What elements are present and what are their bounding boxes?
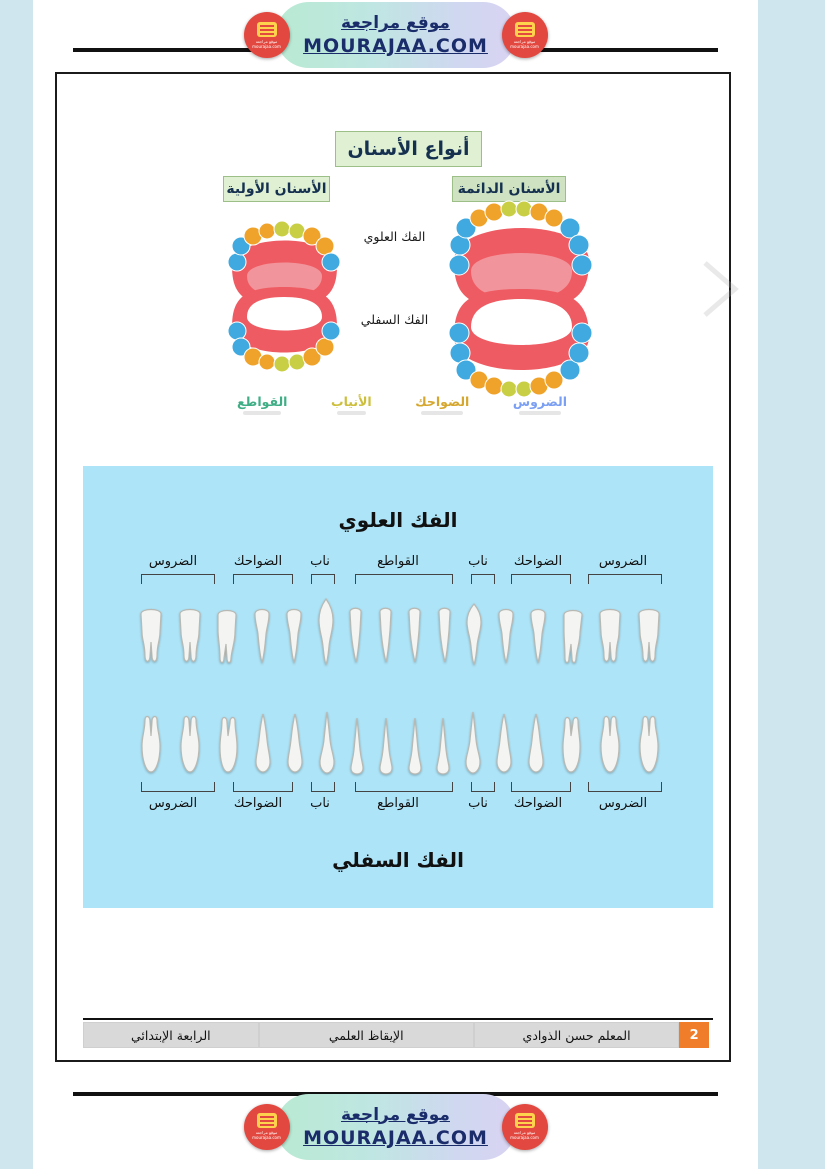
watermark-url: MOURAJAA.COM [303,35,488,57]
lower-bracket-6 [141,782,215,792]
tooth-premolar [285,712,306,776]
footer-teacher: المعلم حسن الذوادي [474,1022,679,1048]
upper-bracket-2 [471,574,495,584]
worksheet [55,72,731,1062]
tooth-premolar [253,712,274,776]
upper-group-label-4: ناب [310,554,330,569]
lower-bracket-4 [311,782,335,792]
chart-upper-title: الفك العلوي [338,508,458,532]
lower-group-label-4: ناب [310,796,330,811]
watermark-badge-right: موقع مراجعة mourajaa.com [244,12,290,58]
upper-teeth-row [135,588,665,666]
tooth-canine [464,600,484,666]
tooth-canine [317,710,337,776]
book-icon [257,1113,277,1128]
tooth-molar [596,606,624,666]
legend-item-molars: الضروس [512,394,567,409]
tooth-canine [316,596,336,666]
watermark-title-ar: موقع مراجعة [341,13,450,33]
teeth-type-legend [237,394,567,409]
tooth-incisor [376,604,395,666]
tooth-molar [635,606,663,666]
permanent-teeth-title: الأسنان الدائمة [452,176,566,202]
upper-bracket-1 [511,574,571,584]
lower-bracket-2 [471,782,495,792]
lower-group-label-3: القواطع [377,796,419,811]
upper-bracket-3 [355,574,453,584]
page-footer [83,1022,713,1048]
tooth-molar [635,714,663,776]
lower-group-label-1: الضواحك [513,796,563,811]
tooth-incisor [405,604,424,666]
lower-group-label-6: الضروس [148,796,198,811]
bottom-watermark-banner [33,1084,758,1169]
tooth-molar [137,606,165,666]
legend-item-premolars: الضواحك [415,394,470,409]
book-icon [515,22,535,37]
legend-item-canines: الأنياب [331,394,372,409]
upper-bracket-5 [233,574,293,584]
watermark-url: MOURAJAA.COM [303,1126,488,1149]
tooth-canine [463,710,483,776]
tooth-molar [558,714,585,776]
tooth-molar [215,714,242,776]
tooth-premolar [527,604,549,666]
footer-grade: الرابعة الإبتدائي [83,1022,259,1048]
tooth-incisor [434,716,452,776]
tooth-premolar [251,604,273,666]
lower-bracket-1 [511,782,571,792]
tooth-molar [176,606,204,666]
tooth-incisor [377,716,395,776]
watermark-badge-left: موقع مراجعة mourajaa.com [502,1104,548,1150]
upper-group-label-1: الضواحك [513,554,563,569]
tooth-molar [214,606,240,666]
watermark-pill-top[interactable] [276,2,516,68]
tooth-molar [137,714,165,776]
upper-group-label-3: القواطع [377,554,419,569]
decorative-arrow-icon [701,259,747,319]
tooth-premolar [283,604,305,666]
lower-bracket-0 [588,782,662,792]
book-icon [257,22,277,37]
upper-bracket-6 [141,574,215,584]
upper-jaw-label: الفك العلوي [363,229,426,244]
tooth-incisor [348,716,366,776]
footer-subject: الإيقاظ العلمي [259,1022,474,1048]
lower-bracket-5 [233,782,293,792]
lower-jaw-label: الفك السفلي [360,312,429,327]
lower-group-label-0: الضروس [598,796,648,811]
lower-group-label-2: ناب [468,796,488,811]
watermark-title-ar: موقع مراجعة [341,1104,450,1125]
chart-lower-title: الفك السفلي [332,848,464,872]
watermark-badge-right: موقع مراجعة mourajaa.com [244,1104,290,1150]
tooth-incisor [406,716,424,776]
lower-teeth-row [135,698,665,776]
book-icon [515,1113,535,1128]
lower-group-label-5: الضواحك [233,796,283,811]
tooth-molar [176,714,204,776]
tooth-incisor [435,604,454,666]
upper-bracket-4 [311,574,335,584]
legend-item-incisors: القواطع [237,394,288,409]
primary-teeth-title: الأسنان الأولية [223,176,330,202]
tooth-premolar [495,604,517,666]
permanent-teeth-arch-diagram [429,199,614,399]
upper-group-label-0: الضروس [598,554,648,569]
tooth-molar [560,606,586,666]
upper-group-label-2: ناب [468,554,488,569]
watermark-pill-bottom[interactable] [276,1094,516,1160]
tooth-molar [596,714,624,776]
lower-bracket-3 [355,782,453,792]
tooth-premolar [494,712,515,776]
jaw-chart [83,466,713,908]
watermark-badge-left: موقع مراجعة mourajaa.com [502,12,548,58]
page-title: أنواع الأسنان [335,131,482,167]
primary-teeth-arch-diagram [207,214,362,379]
page-number-badge: 2 [679,1022,709,1048]
upper-group-label-5: الضواحك [233,554,283,569]
upper-group-label-6: الضروس [148,554,198,569]
footer-divider [83,1018,713,1020]
upper-bracket-0 [588,574,662,584]
top-watermark-banner [33,0,758,70]
tooth-incisor [346,604,365,666]
tooth-premolar [526,712,547,776]
